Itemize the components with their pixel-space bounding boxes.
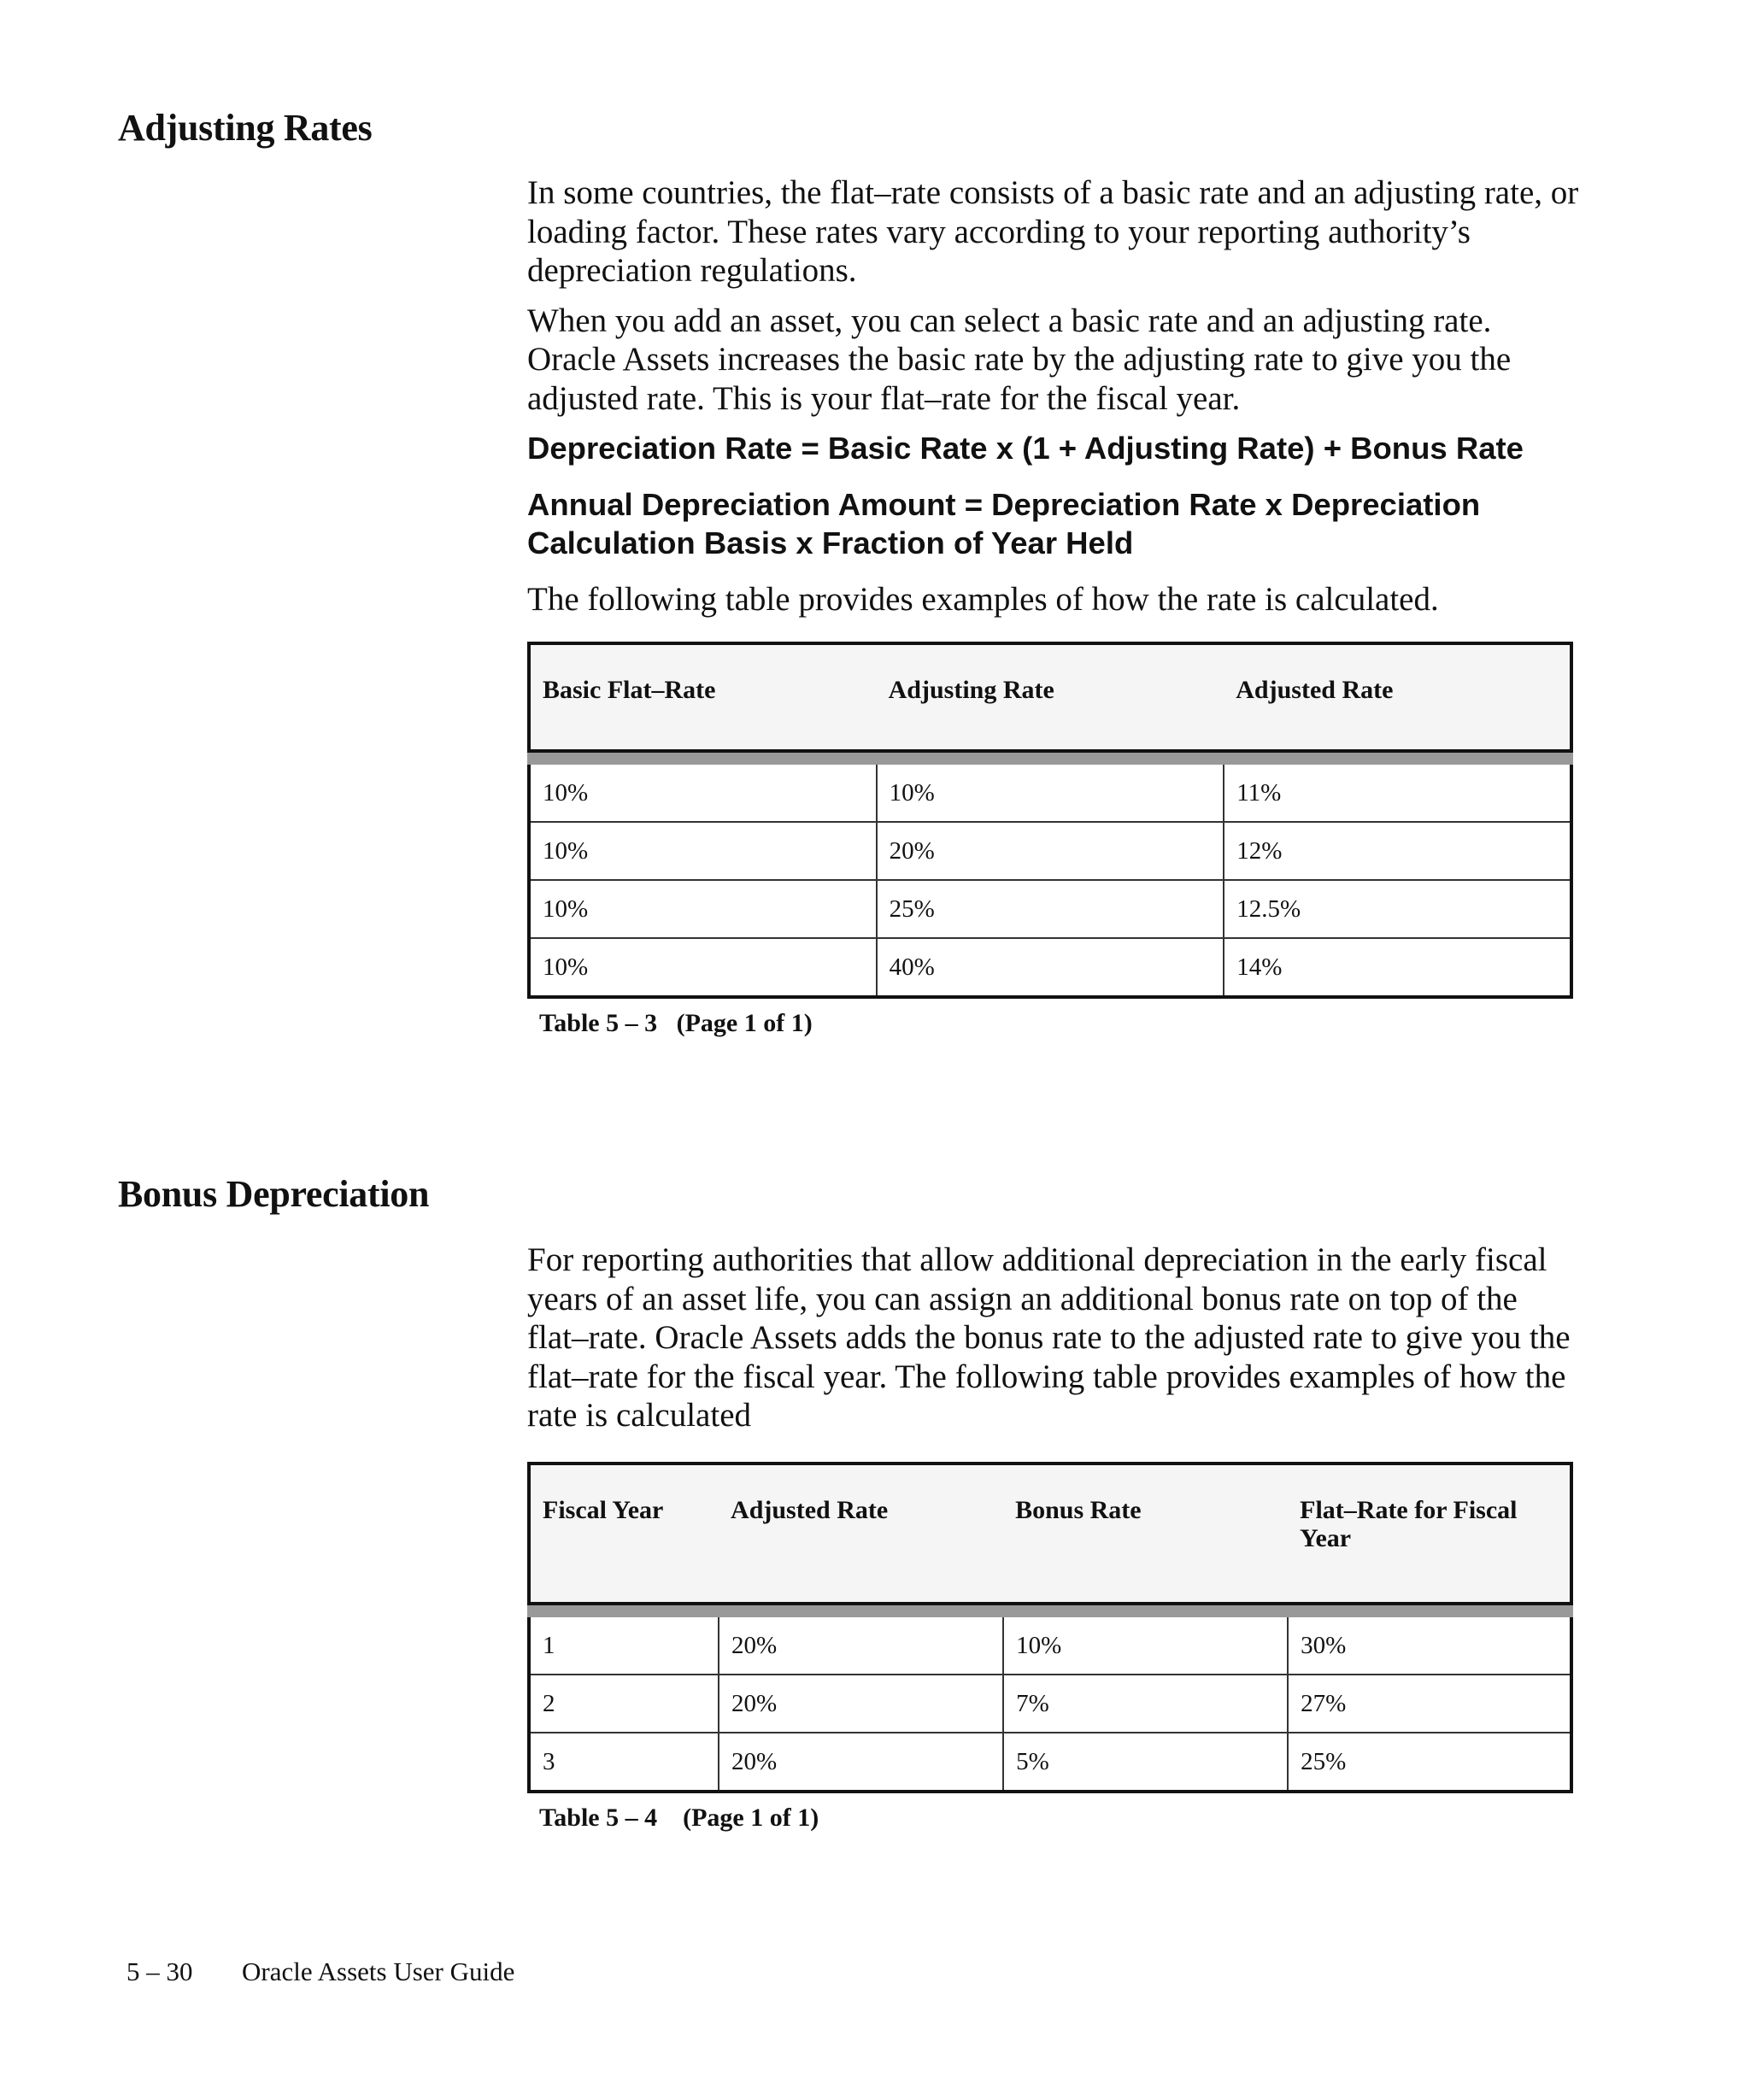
- section-heading-bonus-depreciation: Bonus Depreciation: [118, 1173, 430, 1215]
- column-header: Adjusted Rate: [1224, 643, 1571, 751]
- table-cell: 40%: [877, 938, 1224, 997]
- table-cell: 5%: [1003, 1733, 1288, 1792]
- table-cell: 20%: [719, 1733, 1003, 1792]
- header-divider: [529, 751, 1571, 759]
- table-cell: 1: [529, 1611, 719, 1675]
- table-caption: Table 5 – 3 (Page 1 of 1): [539, 1008, 813, 1037]
- page-number: 5 – 30: [126, 1956, 193, 1986]
- table-cell: 10%: [529, 822, 877, 880]
- table-cell: 14%: [1224, 938, 1571, 997]
- book-title: Oracle Assets User Guide: [242, 1956, 515, 1986]
- bonus-depreciation-section: [527, 1241, 1580, 1833]
- column-header: Flat–Rate for Fiscal Year: [1288, 1464, 1571, 1604]
- column-header: Basic Flat–Rate: [529, 643, 877, 751]
- table-row: [529, 1733, 1571, 1792]
- table-row: [529, 759, 1571, 822]
- table-cell: 10%: [529, 759, 877, 822]
- table-cell: 7%: [1003, 1675, 1288, 1733]
- paragraph: When you add an asset, you can select a basic rate and an adjusting rate. Oracle Assets increases the basic rate by the adjusting rate to give you the adjusted rate. This is your flat–rate for the fiscal year.: [527, 302, 1512, 417]
- table-cell: 10%: [529, 938, 877, 997]
- table-header-row: [529, 643, 1571, 751]
- table-5-3-wrapper: [527, 642, 1573, 1038]
- table-cell: 30%: [1288, 1611, 1571, 1675]
- table-cell: 2: [529, 1675, 719, 1733]
- annual-depreciation-formula: Annual Depreciation Amount = Depreciation Rate x Depreciation Calculation Basis x Fraction of Year Held: [527, 487, 1481, 560]
- table-cell: 25%: [877, 880, 1224, 938]
- section-heading-adjusting-rates: Adjusting Rates: [118, 107, 373, 149]
- column-header: Bonus Rate: [1003, 1464, 1288, 1604]
- table-row: [529, 938, 1571, 997]
- table-header-row: [529, 1464, 1571, 1604]
- table-cell: 12.5%: [1224, 880, 1571, 938]
- adjusting-rates-section: [527, 173, 1580, 1038]
- table-intro-text: The following table provides examples of how the rate is calculated.: [527, 581, 1439, 618]
- table-row: [529, 880, 1571, 938]
- table-5-4-wrapper: [527, 1462, 1573, 1833]
- paragraph: In some countries, the flat–rate consists of a basic rate and an adjusting rate, or loading factor. These rates vary according to your reporting authority’s depreciation regulations.: [527, 174, 1579, 289]
- table-cell: 10%: [1003, 1611, 1288, 1675]
- table-cell: 20%: [719, 1675, 1003, 1733]
- paragraph: For reporting authorities that allow additional depreciation in the early fiscal years of an asset life, you can assign an additional bonus rate on top of the flat–rate. Oracle Assets adds the bonus rate to the adjusted rate to give you the flat–rate for the fiscal year. The following table provides examples of how the rate is calculated: [527, 1241, 1571, 1434]
- table-row: [529, 1675, 1571, 1733]
- bonus-depreciation-table: [527, 1462, 1573, 1793]
- table-cell: 20%: [877, 822, 1224, 880]
- column-header: Adjusted Rate: [719, 1464, 1003, 1604]
- page-footer: [126, 1956, 514, 1987]
- table-cell: 20%: [719, 1611, 1003, 1675]
- table-cell: 10%: [529, 880, 877, 938]
- table-cell: 12%: [1224, 822, 1571, 880]
- header-divider: [529, 1604, 1571, 1611]
- table-row: [529, 822, 1571, 880]
- column-header: Adjusting Rate: [877, 643, 1224, 751]
- table-caption: Table 5 – 4 (Page 1 of 1): [539, 1803, 819, 1832]
- table-cell: 3: [529, 1733, 719, 1792]
- column-header: Fiscal Year: [529, 1464, 719, 1604]
- table-cell: 11%: [1224, 759, 1571, 822]
- depreciation-rate-formula: Depreciation Rate = Basic Rate x (1 + Adjusting Rate) + Bonus Rate: [527, 431, 1524, 466]
- table-row: [529, 1611, 1571, 1675]
- table-cell: 27%: [1288, 1675, 1571, 1733]
- table-cell: 25%: [1288, 1733, 1571, 1792]
- adjusting-rates-table: [527, 642, 1573, 999]
- table-cell: 10%: [877, 759, 1224, 822]
